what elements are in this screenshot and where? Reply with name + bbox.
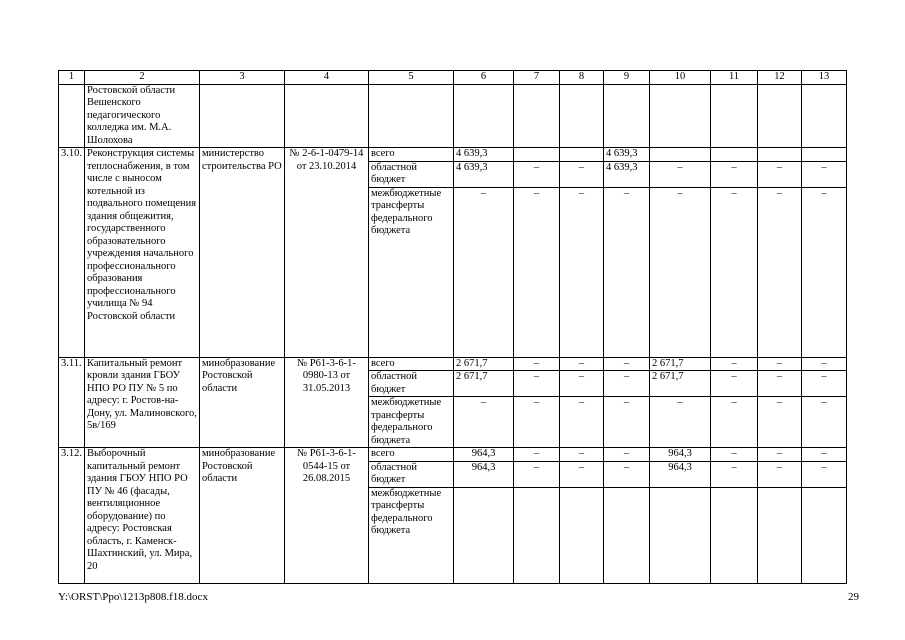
col-header-4: 4 [285,71,369,85]
cell-value: 2 671,7 [454,371,514,397]
cell-organization: минобразование Ростовской области [200,357,285,448]
cell-value: – [560,448,604,462]
cell-num: 3.12. [59,448,85,584]
cell-organization: минобразование Ростовской области [200,448,285,584]
cell-value: 4 639,3 [454,161,514,187]
cell-document: № 2-6-1-0479-14 от 23.10.2014 [285,148,369,358]
cell-source: межбюджетные трансферты федерального бюджета [369,487,454,583]
cell-value: 964,3 [454,448,514,462]
cell-value [604,487,650,583]
cell-object-name: Ростовской области Вешенского педагогического колледжа им. М.А. Шолохова [85,84,200,148]
cell-value [711,148,758,162]
table-row [59,357,847,371]
cell-value: – [650,187,711,357]
cell-value [802,487,847,583]
cell-value [650,148,711,162]
cell-source: межбюджетные трансферты федерального бюджета [369,397,454,448]
cell-value [560,148,604,162]
cell-value: 2 671,7 [454,357,514,371]
cell-value: – [758,371,802,397]
cell-value: – [711,397,758,448]
cell-value: – [604,357,650,371]
cell-value: – [454,187,514,357]
cell-value: – [560,461,604,487]
cell-value: – [758,187,802,357]
footer-file-path: Y:\ORST\Ppo\1213p808.f18.docx [58,591,208,603]
cell-value: – [802,357,847,371]
cell-value: – [758,161,802,187]
cell-object-name: Реконструкция системы теплоснабжения, в том числе с выносом котельной из подвального помещения здания общежития, государственного образовательного учреждения начального профессионального образования профессионального училища № 94 Ростовской области [85,148,200,358]
cell-value [514,148,560,162]
cell-value [758,148,802,162]
cell-value [758,487,802,583]
continuation-row [59,84,847,148]
col-header-5: 5 [369,71,454,85]
col-header-6: 6 [454,71,514,85]
cell-value [454,487,514,583]
cell-source: всего [369,148,454,162]
cell-value: – [802,187,847,357]
cell-value: – [711,448,758,462]
program-table [58,70,847,584]
table-row [59,448,847,462]
cell-value: – [454,397,514,448]
cell-value: 4 639,3 [604,148,650,162]
cell-value: – [711,357,758,371]
cell-value: – [758,448,802,462]
cell-value: – [711,161,758,187]
col-header-12: 12 [758,71,802,85]
cell-value: – [560,161,604,187]
cell-value: – [514,371,560,397]
cell-value: – [514,161,560,187]
cell-value: – [802,371,847,397]
cell-value: – [560,187,604,357]
col-header-10: 10 [650,71,711,85]
cell-value: – [604,461,650,487]
cell-value: 2 671,7 [650,357,711,371]
cell-value: 964,3 [454,461,514,487]
cell-object-name: Выборочный капитальный ремонт здания ГБОУ НПО РО ПУ № 46 (фасады, вентиляционное оборудование) по адресу: Ростовская область, г. Каменск-Шахтинский, ул. Мира, 20 [85,448,200,584]
cell-document: № Р61-3-6-1-0980-13 от 31.05.2013 [285,357,369,448]
cell-value: 4 639,3 [454,148,514,162]
col-header-7: 7 [514,71,560,85]
cell-object-name: Капитальный ремонт кровли здания ГБОУ НПО РО ПУ № 5 по адресу: г. Ростов-на-Дону, ул. Малиновского, 5в/169 [85,357,200,448]
cell-organization: министерство строительства РО [200,148,285,358]
col-header-9: 9 [604,71,650,85]
col-header-1: 1 [59,71,85,85]
cell-value [560,487,604,583]
cell-value [802,148,847,162]
cell-value: – [560,357,604,371]
cell-source: областной бюджет [369,371,454,397]
cell-value: 2 671,7 [650,371,711,397]
cell-value: – [758,397,802,448]
cell-value: – [802,161,847,187]
cell-value: – [560,397,604,448]
cell-value: – [711,461,758,487]
cell-value: – [711,187,758,357]
cell-value [711,487,758,583]
cell-document: № Р61-3-6-1-0544-15 от 26.08.2015 [285,448,369,584]
cell-source: областной бюджет [369,161,454,187]
page-number: 29 [848,591,859,603]
cell-value: – [560,371,604,397]
cell-source: всего [369,357,454,371]
col-header-13: 13 [802,71,847,85]
cell-value: – [802,461,847,487]
cell-value: 4 639,3 [604,161,650,187]
col-header-3: 3 [200,71,285,85]
col-header-2: 2 [85,71,200,85]
cell-value [514,487,560,583]
cell-value: 964,3 [650,461,711,487]
col-header-8: 8 [560,71,604,85]
cell-value: – [604,448,650,462]
cell-value: – [604,371,650,397]
cell-value: – [650,397,711,448]
cell-value: – [650,161,711,187]
cell-value: – [758,461,802,487]
cell-value: – [514,357,560,371]
header-row [59,71,847,85]
cell-num: 3.11. [59,357,85,448]
cell-value: – [514,461,560,487]
cell-value: – [604,187,650,357]
col-header-11: 11 [711,71,758,85]
cell-source: межбюджетные трансферты федерального бюджета [369,187,454,357]
cell-num: 3.10. [59,148,85,358]
cell-value: – [604,397,650,448]
cell-value [650,487,711,583]
cell-value: – [802,397,847,448]
cell-value: – [514,448,560,462]
table-row [59,148,847,162]
cell-value: 964,3 [650,448,711,462]
cell-source: всего [369,448,454,462]
cell-value: – [758,357,802,371]
cell-source: областной бюджет [369,461,454,487]
cell-value: – [802,448,847,462]
cell-value: – [711,371,758,397]
cell-value: – [514,397,560,448]
cell-value: – [514,187,560,357]
cell-num [59,84,85,148]
